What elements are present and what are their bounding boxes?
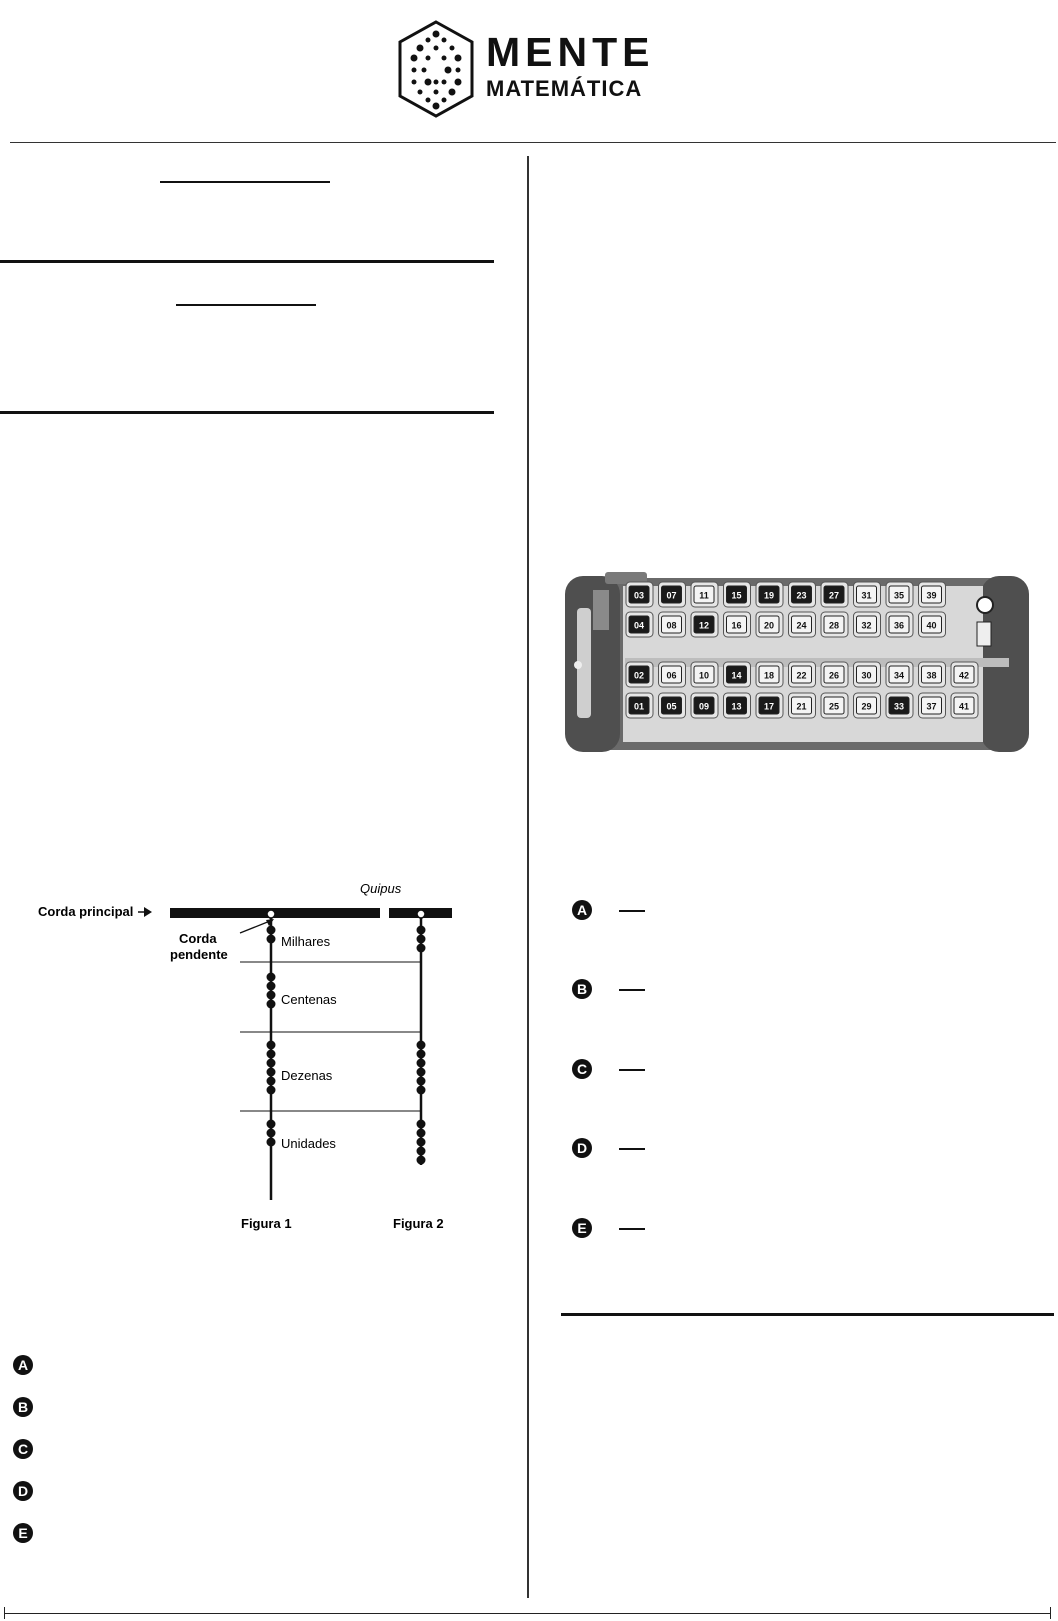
driver-panel	[977, 622, 991, 646]
logo-title: MENTE	[486, 29, 655, 75]
seat-number: 18	[763, 670, 775, 681]
knot-dezenas	[417, 1077, 426, 1086]
option-a-dash	[619, 910, 645, 912]
footer-rule	[4, 1613, 1050, 1614]
seat-number: 23	[796, 590, 807, 601]
seat-number: 14	[731, 670, 742, 681]
seat-number: 04	[633, 620, 645, 631]
option-b-badge[interactable]: B	[572, 979, 592, 999]
level-label-dezenas: Dezenas	[281, 1068, 333, 1083]
blank-underline-2	[176, 304, 316, 306]
option-a-badge[interactable]: A	[13, 1355, 33, 1375]
knot-centenas	[267, 982, 276, 991]
section-rule-1	[0, 260, 494, 263]
seat-number: 20	[763, 620, 775, 631]
section-rule-3	[561, 1313, 1054, 1316]
knot-unidades	[417, 1147, 426, 1156]
seat-number: 15	[731, 590, 742, 601]
seat-number: 24	[796, 620, 807, 631]
seat-number: 19	[763, 590, 775, 601]
seat-number: 33	[893, 701, 905, 712]
knot-milhares	[417, 926, 426, 935]
bus-seat-diagram	[563, 568, 1035, 758]
knot-centenas	[267, 991, 276, 1000]
knot-dezenas	[417, 1086, 426, 1095]
pendant-cord-label-1: Corda	[179, 931, 217, 946]
knot-dezenas	[417, 1059, 426, 1068]
knot-unidades	[417, 1156, 426, 1165]
knot-unidades	[267, 1129, 276, 1138]
knot-dezenas	[417, 1050, 426, 1059]
level-label-unidades: Unidades	[281, 1136, 336, 1151]
seat-number: 02	[633, 670, 645, 681]
seat-number: 26	[828, 670, 840, 681]
option-b-dash	[619, 989, 645, 991]
seat-number: 32	[861, 620, 872, 631]
seat-number: 35	[893, 590, 905, 601]
seat-number: 21	[796, 701, 807, 712]
seat-number: 27	[828, 590, 840, 601]
seat-number: 36	[893, 620, 905, 631]
knot-dezenas	[267, 1050, 276, 1059]
seat-number: 05	[666, 701, 677, 712]
column-divider	[527, 156, 529, 1598]
seat-number: 40	[926, 620, 937, 631]
main-cord-label: Corda principal	[38, 904, 134, 919]
logo-icon	[396, 20, 476, 118]
seat-number: 29	[861, 701, 872, 712]
quipus-title: Quipus	[360, 881, 402, 896]
seat-number: 38	[926, 670, 937, 681]
knot-dezenas	[267, 1041, 276, 1050]
knot-milhares	[267, 926, 276, 935]
knot-dezenas	[267, 1077, 276, 1086]
knot-unidades	[267, 1138, 276, 1147]
option-e-dash	[619, 1228, 645, 1230]
seat-number: 25	[828, 701, 840, 712]
figure1-label: Figura 1	[241, 1216, 292, 1231]
steering-wheel-icon	[977, 597, 993, 613]
seat-number: 37	[926, 701, 937, 712]
option-d-badge[interactable]: D	[572, 1138, 592, 1158]
seat-number: 31	[861, 590, 872, 601]
seat-number: 07	[666, 590, 677, 601]
knot-unidades	[417, 1120, 426, 1129]
option-c-badge[interactable]: C	[572, 1059, 592, 1079]
seat-number: 17	[763, 701, 775, 712]
knot-dezenas	[417, 1068, 426, 1077]
section-rule-2	[0, 411, 494, 414]
knot-dezenas	[267, 1068, 276, 1077]
seat-number: 42	[958, 670, 970, 681]
option-e-badge[interactable]: E	[13, 1523, 33, 1543]
option-c-dash	[619, 1069, 645, 1071]
pendant-cord-label-2: pendente	[170, 947, 228, 962]
knot-unidades	[267, 1120, 276, 1129]
option-d-dash	[619, 1148, 645, 1150]
seat-number: 01	[633, 701, 645, 712]
knot-dezenas	[267, 1059, 276, 1068]
seat-number: 11	[699, 590, 709, 601]
knot-dezenas	[267, 1086, 276, 1095]
seat-number: 12	[698, 620, 710, 631]
knot-milhares	[267, 935, 276, 944]
knot-dezenas	[417, 1041, 426, 1050]
knot-unidades	[417, 1129, 426, 1138]
seat-number: 28	[828, 620, 840, 631]
seat-number: 41	[958, 701, 970, 712]
option-e-badge[interactable]: E	[572, 1218, 592, 1238]
seat-number: 13	[731, 701, 742, 712]
seat-number: 08	[666, 620, 677, 631]
seat-number: 10	[698, 670, 710, 681]
seat-number: 06	[666, 670, 677, 681]
header-divider	[10, 142, 1056, 143]
bus-front	[565, 576, 620, 752]
knot-milhares	[417, 944, 426, 953]
option-c-badge[interactable]: C	[13, 1439, 33, 1459]
seat-number: 39	[926, 590, 937, 601]
seat-number: 30	[861, 670, 872, 681]
option-b-badge[interactable]: B	[13, 1397, 33, 1417]
option-a-badge[interactable]: A	[572, 900, 592, 920]
footer-tick-right	[1050, 1607, 1051, 1619]
logo-subtitle: MATEMÁTICA	[486, 76, 643, 101]
seat-number: 09	[698, 701, 710, 712]
quipus-figure	[30, 870, 470, 1240]
blank-underline-1	[160, 181, 330, 183]
footer-tick-left	[4, 1607, 5, 1619]
knot-milhares	[417, 935, 426, 944]
seat-number: 22	[796, 670, 807, 681]
seat-number: 34	[893, 670, 905, 681]
option-d-badge[interactable]: D	[13, 1481, 33, 1501]
seat-number: 16	[731, 620, 742, 631]
knot-centenas	[267, 973, 276, 982]
seat-number: 03	[633, 590, 645, 601]
level-label-milhares: Milhares	[281, 934, 331, 949]
figure2-label: Figura 2	[393, 1216, 444, 1231]
knot-centenas	[267, 1000, 276, 1009]
knot-unidades	[417, 1138, 426, 1147]
level-label-centenas: Centenas	[281, 992, 337, 1007]
